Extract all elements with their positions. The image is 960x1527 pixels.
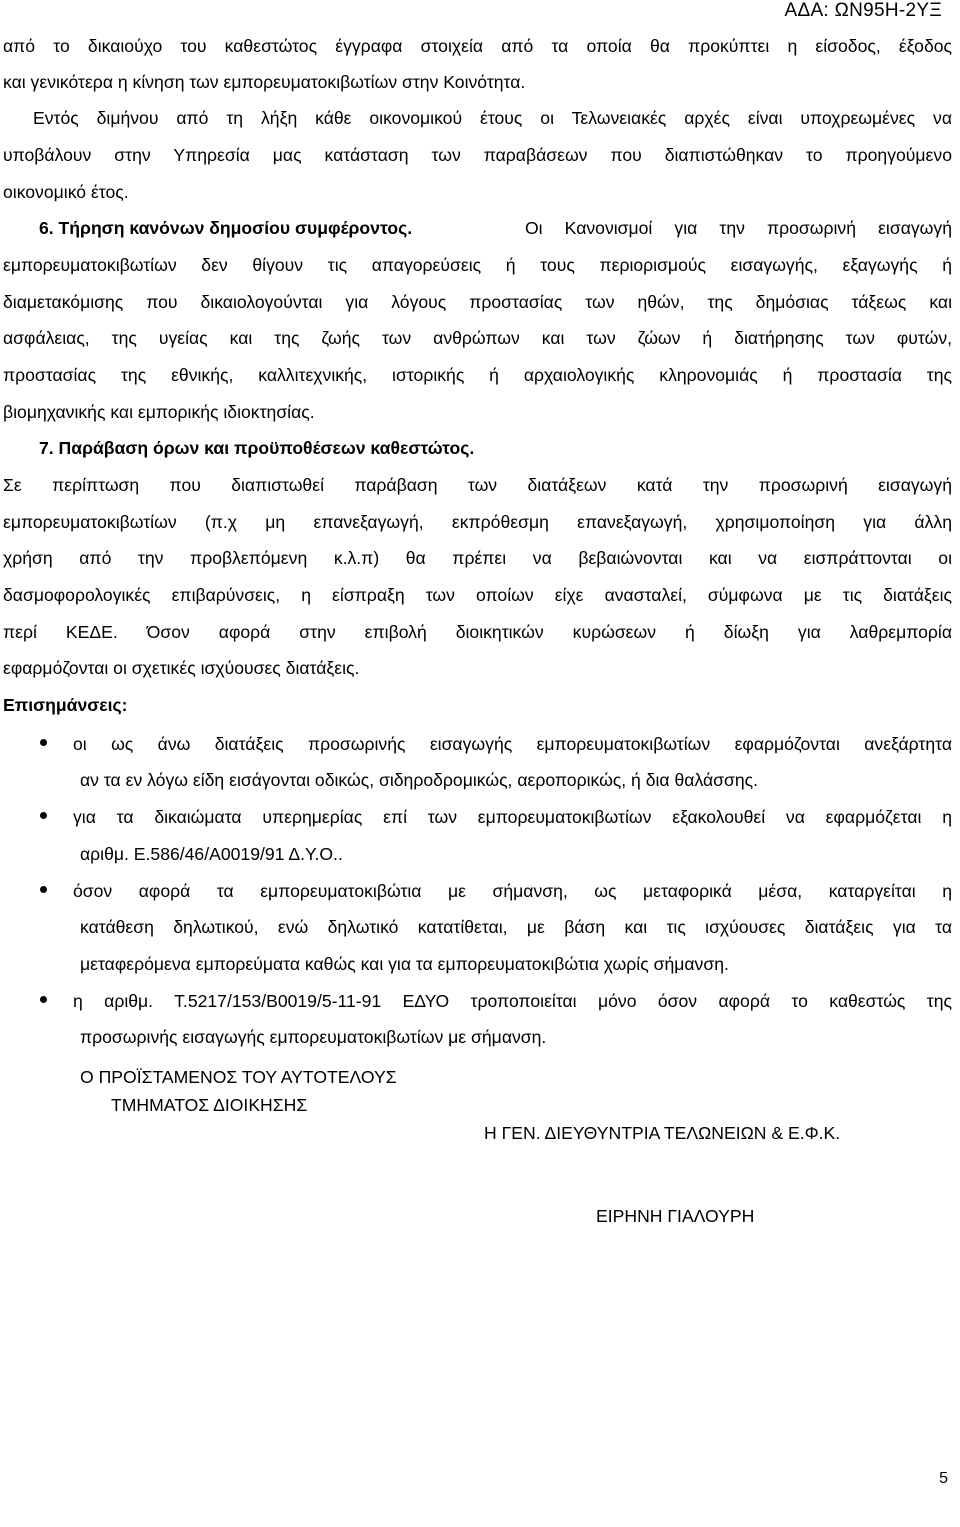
text-line: βιομηχανικής και εμπορικής ιδιοκτησίας. [3,402,315,422]
text-line: από το δικαιούχο του καθεστώτος έγγραφα στοιχεία από τα οποία θα προκύπτει η είσοδος, έξοδος [3,36,952,56]
list-item-line: αν τα εν λόγω είδη εισάγονται οδικώς, σιδηροδρομικώς, αεροπορικώς, ή δια θαλάσσης. [80,770,759,790]
bullet-icon [40,996,47,1003]
bullet-icon [40,812,47,819]
text-line: περί ΚΕΔΕ. Όσον αφορά στην επιβολή διοικητικών κυρώσεων ή δίωξη για λαθρεμπορία [3,622,952,642]
list-item-line: η αριθμ. Τ.5217/153/Β0019/5-11-91 ΕΔΥΟ τροποποιείται μόνο όσον αφορά το καθεστώς της [73,991,952,1011]
list-item-line: κατάθεση δηλωτικού, ενώ δηλωτικό κατατίθεται, με βάση και τις ισχύουσες διατάξεις για τα [80,917,952,937]
list-item-line: για τα δικαιώματα υπερημερίας επί των εμπορευματοκιβωτίων εξακολουθεί να εφαρμόζεται η [73,807,952,827]
ada-code: ΑΔΑ: ΩΝ95Η-2ΥΞ [784,0,942,21]
notes-heading: Επισημάνσεις: [3,695,128,715]
text-line: Εντός διμήνου από τη λήξη κάθε οικονομικού έτους οι Τελωνειακές αρχές είναι υποχρεωμένες να [33,108,952,128]
list-item-line: μεταφερόμενα εμπορεύματα καθώς και για τα εμπορευματοκιβώτια χωρίς σήμανση. [80,954,729,974]
list-item-line: όσον αφορά τα εμπορευματοκιβώτια με σήμανση, ως μεταφορικά μέσα, καταργείται η [73,881,952,901]
text-line: οικονομικό έτος. [3,182,129,202]
text-line: δασμοφορολογικές επιβαρύνσεις, η είσπραξη των οποίων είχε ανασταλεί, σύμφωνα με τις διατάξεις [3,585,952,605]
signature-left-subtitle: ΤΜΗΜΑΤΟΣ ΔΙΟΙΚΗΣΗΣ [111,1095,308,1115]
text-line: προστασίας της εθνικής, καλλιτεχνικής, ιστορικής ή αρχαιολογικής κληρονομιάς ή προστασία της [3,365,952,385]
text-line: εμπορευματοκιβωτίων δεν θίγουν τις απαγορεύσεις ή τους περιορισμούς εισαγωγής, εξαγωγής ή [3,255,952,275]
signature-left-title: Ο ΠΡΟΪΣΤΑΜΕΝΟΣ ΤΟΥ ΑΥΤΟΤΕΛΟΥΣ [80,1067,397,1087]
text-line: εφαρμόζονται οι σχετικές ισχύουσες διατάξεις. [3,658,360,678]
text-line: διαμετακόμισης που δικαιολογούνται για λόγους προστασίας των ηθών, της δημόσιας τάξεως και [3,292,952,312]
page-number: 5 [939,1470,948,1487]
text-line: ασφάλειας, της υγείας και της ζωής των ανθρώπων και των ζώων ή διατήρησης των φυτών, [3,328,952,348]
section-6-heading: 6. Τήρηση κανόνων δημοσίου συμφέροντος. [39,218,413,238]
text-line: υποβάλουν στην Υπηρεσία μας κατάσταση των παραβάσεων που διαπιστώθηκαν το προηγούμενο [3,145,952,165]
signature-right-title: Η ΓΕΝ. ΔΙΕΥΘΥΝΤΡΙΑ ΤΕΛΩΝΕΙΩΝ & Ε.Φ.Κ. [484,1123,841,1143]
bullet-icon [40,739,47,746]
bullet-icon [40,886,47,893]
text-line: Σε περίπτωση που διαπιστωθεί παράβαση των διατάξεων κατά την προσωρινή εισαγωγή [3,475,952,495]
list-item-line: αριθμ. Ε.586/46/Α0019/91 Δ.Υ.Ο.. [80,844,343,864]
list-item-line: προσωρινής εισαγωγής εμπορευματοκιβωτίων με σήμανση. [80,1027,547,1047]
signature-right-name: ΕΙΡΗΝΗ ΓΙΑΛΟΥΡΗ [596,1206,755,1226]
text-line: χρήση από την προβλεπόμενη κ.λ.π) θα πρέπει να βεβαιώνονται και να εισπράττονται οι [3,548,952,568]
section-7-heading: 7. Παράβαση όρων και προϋποθέσεων καθεστώτος. [39,438,475,458]
text-line: εμπορευματοκιβωτίων (π.χ μη επανεξαγωγή, εκπρόθεσμη επανεξαγωγή, χρησιμοποίηση για άλλη [3,512,952,532]
text-line: και γενικότερα η κίνηση των εμπορευματοκιβωτίων στην Κοινότητα. [3,72,526,92]
text-line: Οι Κανονισμοί για την προσωρινή εισαγωγή [525,218,952,238]
list-item-line: οι ως άνω διατάξεις προσωρινής εισαγωγής εμπορευματοκιβωτίων εφαρμόζονται ανεξάρτητα [73,734,952,754]
